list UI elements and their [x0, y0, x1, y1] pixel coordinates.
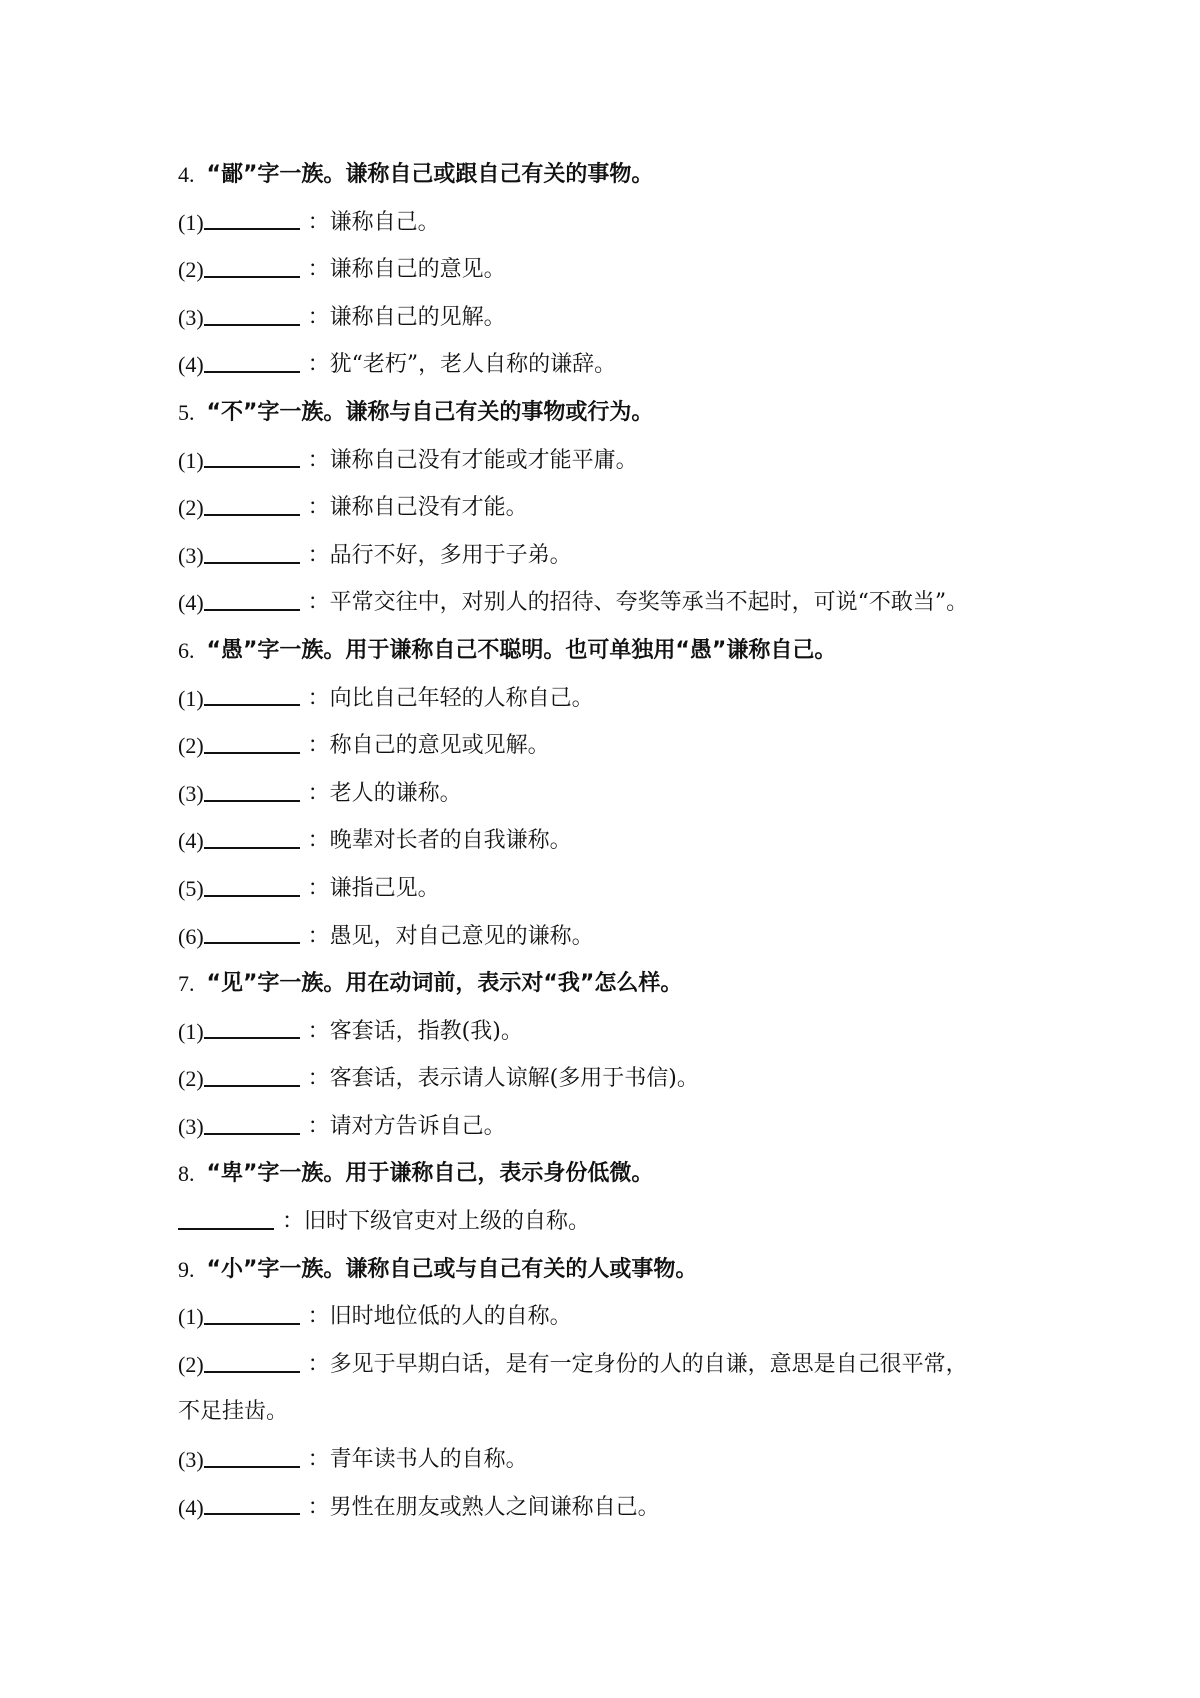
item-text: ：谦指己见。 [307, 875, 440, 901]
answer-blank[interactable] [204, 583, 300, 611]
item-text: ：客套话，表示请人谅解(多用于书信)。 [307, 1066, 699, 1092]
section-number: 4. [178, 162, 195, 187]
answer-blank[interactable] [204, 869, 300, 897]
fill-item [178, 246, 1058, 294]
answer-blank[interactable] [204, 298, 300, 326]
answer-blank[interactable] [204, 1297, 300, 1325]
item-label: (2) [178, 257, 204, 283]
item-text: ：平常交往中，对别人的招待、夸奖等承当不起时，可说“不敢当”。 [307, 590, 969, 616]
item-label: (1) [178, 447, 204, 473]
item-text: ：向比自己年轻的人称自己。 [307, 685, 594, 711]
item-label: (2) [178, 1351, 204, 1377]
section-title: “鄙”字一族。谦称自己或跟自己有关的事物。 [206, 162, 654, 187]
answer-blank[interactable] [204, 1059, 300, 1087]
item-text: ：谦称自己。 [307, 209, 440, 235]
answer-blank[interactable] [204, 1440, 300, 1468]
item-label: (2) [178, 1066, 204, 1092]
item-label: (1) [178, 1304, 204, 1330]
section-heading [178, 389, 1058, 437]
fill-item [178, 722, 1058, 770]
fill-item [178, 1293, 1058, 1341]
section-heading [178, 151, 1058, 199]
answer-blank[interactable] [204, 1107, 300, 1135]
section-title: “不”字一族。谦称与自己有关的事物或行为。 [206, 399, 654, 425]
item-text: ：多见于早期白话，是有一定身份的人的自谦，意思是自己很平常， [307, 1351, 968, 1377]
item-text-continuation: 不足挂齿。 [178, 1399, 289, 1425]
section-number: 7. [178, 971, 195, 997]
item-text: ：青年读书人的自称。 [307, 1447, 528, 1473]
answer-blank[interactable] [204, 821, 300, 849]
answer-blank[interactable] [178, 1202, 274, 1230]
item-label: (3) [178, 1447, 204, 1473]
section-title: “愚”字一族。用于谦称自己不聪明。也可单独用“愚”谦称自己。 [206, 637, 837, 663]
item-label: (3) [178, 780, 204, 806]
fill-item [178, 817, 1058, 865]
fill-item [178, 1341, 1058, 1389]
item-label: (1) [178, 209, 204, 235]
item-text: ：谦称自己没有才能或才能平庸。 [307, 447, 638, 473]
item-label: (4) [178, 828, 204, 854]
item-label: (1) [178, 1018, 204, 1044]
fill-item-continuation [178, 1388, 1058, 1436]
fill-item [178, 579, 1058, 627]
answer-blank[interactable] [204, 1011, 300, 1039]
item-text: ：男性在朋友或熟人之间谦称自己。 [307, 1494, 660, 1520]
section-number: 9. [178, 1256, 195, 1282]
item-label: (4) [178, 352, 204, 378]
answer-blank[interactable] [204, 202, 300, 230]
fill-item [178, 913, 1058, 961]
fill-item [178, 1198, 1058, 1246]
item-label: (3) [178, 542, 204, 568]
fill-item [178, 294, 1058, 342]
fill-item [178, 341, 1058, 389]
item-text: ：愚见，对自己意见的谦称。 [307, 923, 594, 949]
item-label: (4) [178, 1494, 204, 1520]
section-title: “卑”字一族。用于谦称自己，表示身份低微。 [206, 1161, 654, 1187]
answer-blank[interactable] [204, 488, 300, 516]
section-heading [178, 1246, 1058, 1294]
item-label: (3) [178, 304, 204, 330]
item-label: (4) [178, 590, 204, 616]
fill-item [178, 1436, 1058, 1484]
item-label: (5) [178, 875, 204, 901]
item-text: ：旧时地位低的人的自称。 [307, 1304, 572, 1330]
answer-blank[interactable] [204, 1487, 300, 1515]
item-text: ：老人的谦称。 [307, 780, 462, 806]
exercise-content [178, 151, 1058, 1531]
section-number: 8. [178, 1161, 195, 1187]
fill-item [178, 1055, 1058, 1103]
fill-item [178, 532, 1058, 580]
section-number: 5. [178, 399, 195, 425]
section-heading [178, 627, 1058, 675]
item-label: (1) [178, 685, 204, 711]
item-label: (6) [178, 923, 204, 949]
fill-item [178, 437, 1058, 485]
fill-item [178, 484, 1058, 532]
item-label: (3) [178, 1113, 204, 1139]
section-title: “见”字一族。用在动词前，表示对“我”怎么样。 [206, 971, 683, 997]
answer-blank[interactable] [204, 536, 300, 564]
item-text: ：称自己的意见或见解。 [307, 733, 550, 759]
answer-blank[interactable] [204, 916, 300, 944]
item-text: ：犹“老朽”，老人自称的谦辞。 [307, 352, 617, 378]
fill-item [178, 1008, 1058, 1056]
answer-blank[interactable] [204, 678, 300, 706]
item-label: (2) [178, 733, 204, 759]
item-text: ：晚辈对长者的自我谦称。 [307, 828, 572, 854]
item-text: ：谦称自己的见解。 [307, 304, 506, 330]
answer-blank[interactable] [204, 440, 300, 468]
fill-item [178, 770, 1058, 818]
answer-blank[interactable] [204, 250, 300, 278]
answer-blank[interactable] [204, 774, 300, 802]
section-title: “小”字一族。谦称自己或与自己有关的人或事物。 [206, 1256, 698, 1282]
answer-blank[interactable] [204, 345, 300, 373]
answer-blank[interactable] [204, 726, 300, 754]
section-heading [178, 960, 1058, 1008]
item-text: ：旧时下级官吏对上级的自称。 [282, 1209, 591, 1235]
answer-blank[interactable] [204, 1345, 300, 1373]
fill-item [178, 1484, 1058, 1532]
section-heading [178, 1150, 1058, 1198]
fill-item [178, 1103, 1058, 1151]
item-text: ：请对方告诉自己。 [307, 1113, 506, 1139]
item-text: ：品行不好，多用于子弟。 [307, 542, 572, 568]
item-text: ：谦称自己没有才能。 [307, 495, 528, 521]
item-label: (2) [178, 495, 204, 521]
fill-item [178, 199, 1058, 247]
section-number: 6. [178, 637, 195, 663]
fill-item [178, 675, 1058, 723]
item-text: ：谦称自己的意见。 [307, 257, 506, 283]
fill-item [178, 865, 1058, 913]
item-text: ：客套话，指教(我)。 [307, 1018, 523, 1044]
